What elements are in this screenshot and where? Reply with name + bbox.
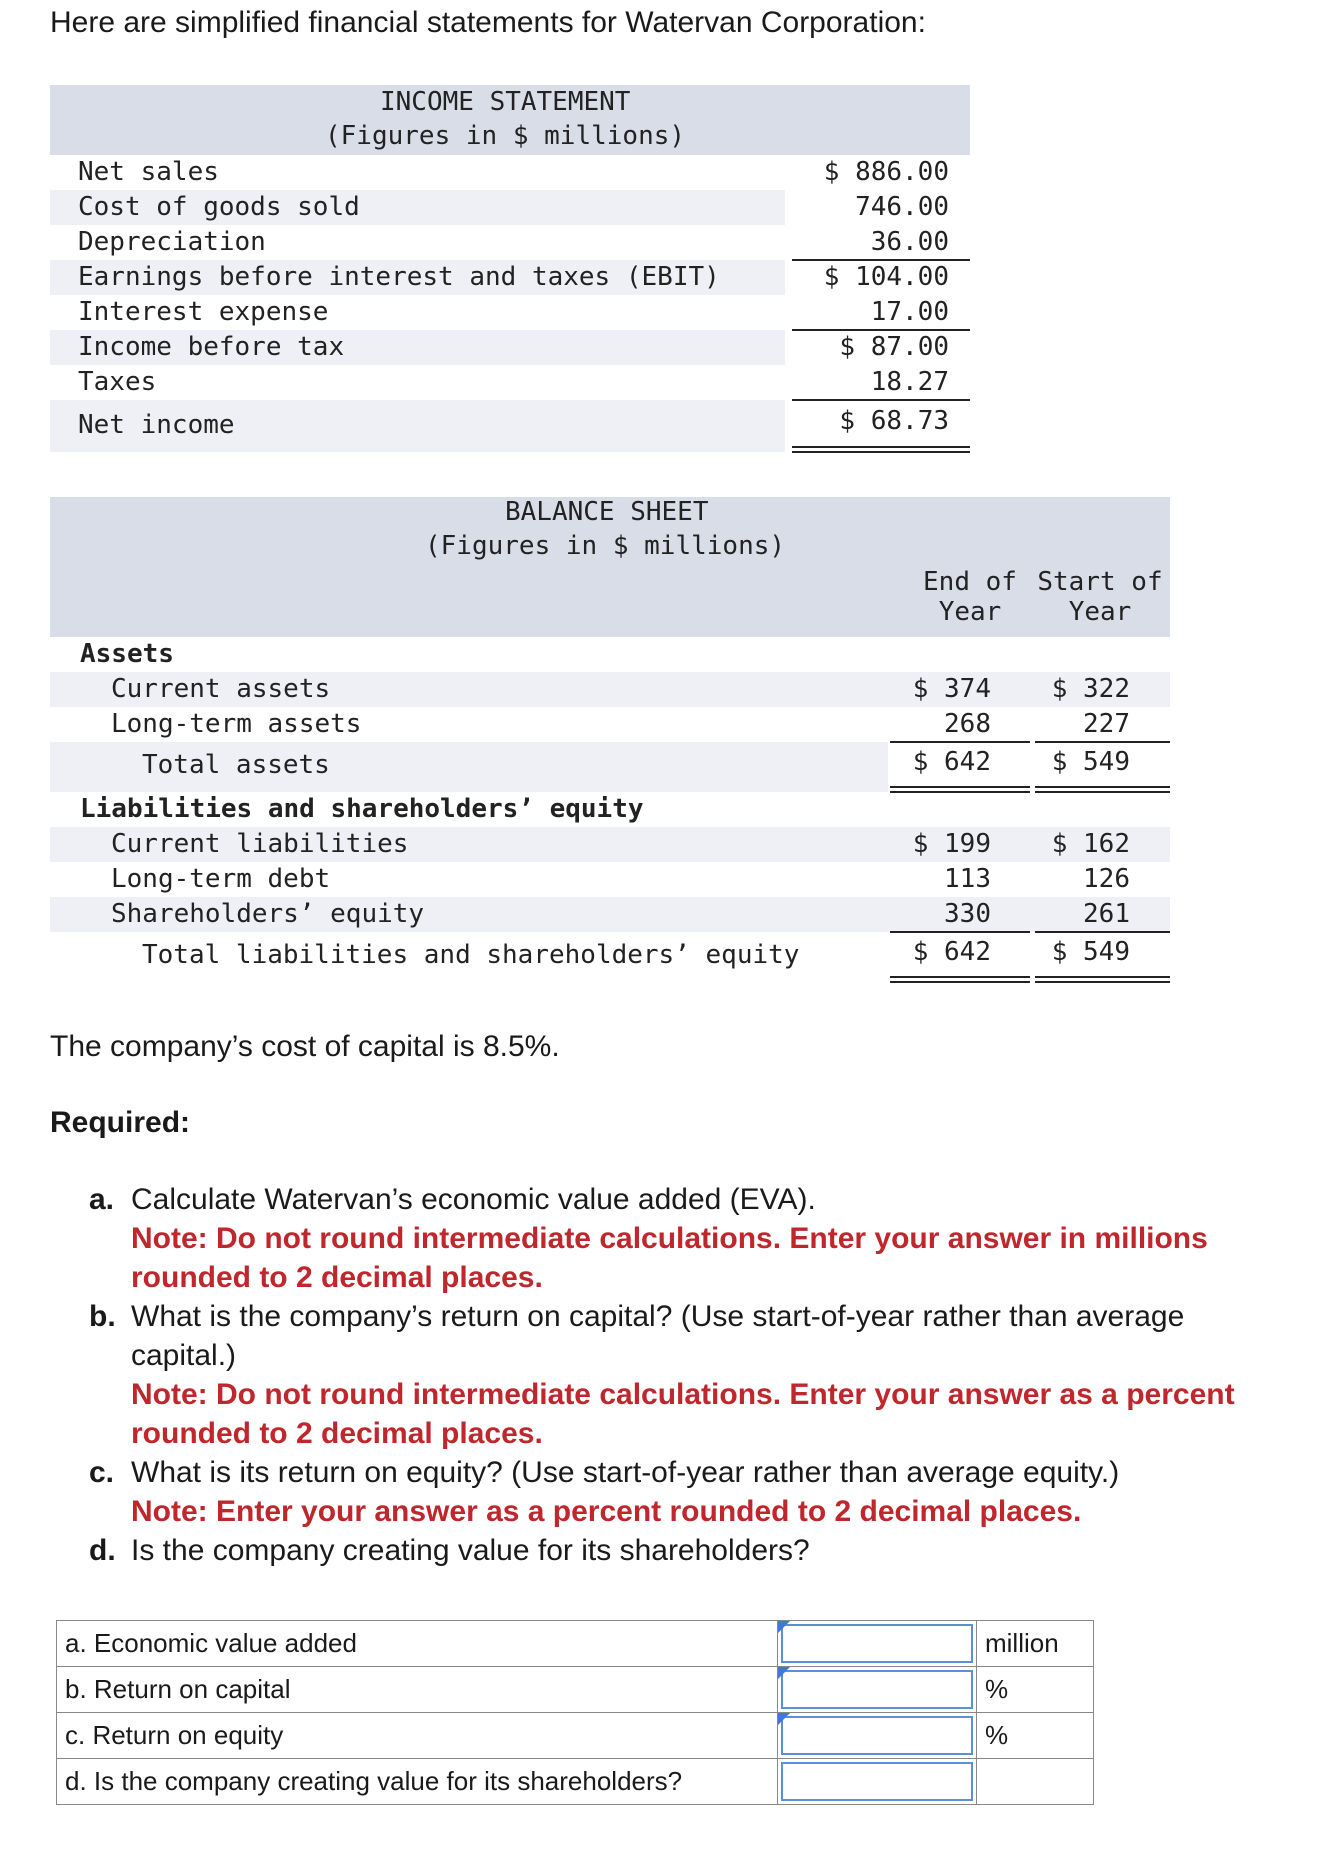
return-on-capital-input[interactable] [781, 1670, 973, 1709]
question-letter: c. [89, 1456, 115, 1489]
is-row-ebit [50, 260, 970, 295]
answer-unit: million [977, 1621, 1094, 1667]
question-b-note-line1: Note: Do not round intermediate calculations. Enter your answer as a percent [131, 1378, 1235, 1411]
is-label: Depreciation [78, 227, 266, 257]
balance-sheet-subtitle: (Figures in $ millions) [425, 531, 786, 561]
bs-start-value: $ 322 [1051, 674, 1130, 704]
is-row-taxes [50, 365, 970, 400]
answer-table [56, 1620, 1094, 1805]
assets-heading-row [50, 637, 1170, 672]
answer-row-eva [57, 1621, 1094, 1667]
question-b-note-line2: rounded to 2 decimal places. [131, 1417, 543, 1450]
is-row-depreciation [50, 225, 970, 260]
answer-label: a. Economic value added [57, 1621, 778, 1667]
column-start-of-year [1025, 567, 1175, 627]
bs-end-value: 113 [944, 864, 991, 894]
question-text: Is the company creating value for its shareholders? [131, 1534, 810, 1567]
input-flag-icon [778, 1621, 790, 1633]
answer-unit: % [977, 1667, 1094, 1713]
input-flag-icon [778, 1667, 790, 1679]
is-value: 36.00 [870, 227, 949, 257]
is-value: $ 104.00 [823, 262, 949, 292]
is-label: Net sales [78, 157, 219, 187]
creating-value-select-cell [778, 1759, 977, 1805]
bs-start-value: $ 549 [1051, 747, 1130, 777]
liabilities-heading: Liabilities and shareholders’ equity [80, 794, 644, 824]
required-heading: Required: [50, 1106, 191, 1139]
question-text: What is its return on equity? (Use start-of-year rather than average equity.) [131, 1456, 1120, 1489]
balance-sheet [50, 497, 1170, 982]
double-rule-top [1035, 786, 1170, 788]
balance-sheet-title: BALANCE SHEET [505, 497, 709, 527]
bs-start-value: 261 [1083, 899, 1130, 929]
bs-end-value: 268 [944, 709, 991, 739]
question-a-note-line1: Note: Do not round intermediate calculations. Enter your answer in millions [131, 1222, 1208, 1255]
question-b-text-line2: capital.) [131, 1339, 237, 1372]
is-label: Earnings before interest and taxes (EBIT) [78, 262, 720, 292]
is-value: 17.00 [870, 297, 949, 327]
question-letter: d. [89, 1534, 116, 1567]
column-header-line: Start of [1037, 567, 1163, 597]
eva-input[interactable] [781, 1624, 973, 1663]
bs-row-total-assets [50, 742, 1170, 792]
bs-start-value: 227 [1083, 709, 1130, 739]
liabilities-heading-row [50, 792, 1170, 827]
bs-row-long-term-assets [50, 707, 1170, 742]
bs-label: Total assets [142, 750, 330, 780]
is-label: Interest expense [78, 297, 329, 327]
is-label: Net income [78, 410, 235, 440]
is-value: $ 87.00 [839, 332, 949, 362]
answer-unit-empty [977, 1759, 1094, 1805]
answer-label: c. Return on equity [57, 1713, 778, 1759]
double-rule-bottom [890, 981, 1030, 983]
double-rule-top [890, 786, 1030, 788]
bs-label: Total liabilities and shareholders’ equity [142, 940, 800, 970]
roc-input-cell [778, 1667, 977, 1713]
question-d [89, 1531, 810, 1570]
column-header-line: Year [1068, 597, 1132, 627]
bs-start-value: 126 [1083, 864, 1130, 894]
roe-input-cell [778, 1713, 977, 1759]
is-row-cogs [50, 190, 970, 225]
question-a [89, 1180, 816, 1219]
double-rule-top [792, 446, 970, 448]
bs-end-value: 330 [944, 899, 991, 929]
is-row-net-income [50, 400, 970, 452]
column-header-line: Year [938, 597, 1002, 627]
question-letter: a. [89, 1183, 115, 1216]
answer-label: d. Is the company creating value for its shareholders? [57, 1759, 778, 1805]
is-row-interest [50, 295, 970, 330]
answer-row-return-on-equity [57, 1713, 1094, 1759]
double-rule-top [890, 976, 1030, 978]
cost-of-capital-text: The company’s cost of capital is 8.5%. [50, 1030, 560, 1063]
bs-label: Current liabilities [111, 829, 409, 859]
double-rule-top [1035, 976, 1170, 978]
answer-row-creating-value [57, 1759, 1094, 1805]
question-text: What is the company’s return on capital? (Use start-of-year rather than average [131, 1300, 1185, 1333]
bs-start-value: $ 549 [1051, 937, 1130, 967]
bs-end-value: $ 199 [912, 829, 991, 859]
input-flag-icon [778, 1713, 790, 1725]
bs-label: Long-term debt [111, 864, 331, 894]
bs-row-current-liabilities [50, 827, 1170, 862]
answer-row-return-on-capital [57, 1667, 1094, 1713]
income-statement [50, 85, 970, 452]
income-statement-header [50, 85, 970, 155]
assets-heading: Assets [80, 639, 174, 669]
answer-unit: % [977, 1713, 1094, 1759]
question-text: Calculate Watervan’s economic value added (EVA). [131, 1183, 816, 1216]
bs-row-total-liabilities [50, 932, 1170, 982]
bs-label: Current assets [111, 674, 331, 704]
question-b [89, 1297, 1185, 1336]
is-label: Taxes [78, 367, 157, 397]
bs-end-value: $ 374 [912, 674, 991, 704]
question-c [89, 1453, 1120, 1492]
is-label: Income before tax [78, 332, 345, 362]
bs-start-value: $ 162 [1051, 829, 1130, 859]
is-label: Cost of goods sold [78, 192, 360, 222]
double-rule-bottom [1035, 981, 1170, 983]
is-row-net-sales [50, 155, 970, 190]
eva-input-cell [778, 1621, 977, 1667]
is-value: 18.27 [870, 367, 949, 397]
is-value: $ 68.73 [839, 406, 949, 436]
is-value: 746.00 [855, 192, 949, 222]
bs-end-value: $ 642 [912, 747, 991, 777]
bs-row-current-assets [50, 672, 1170, 707]
bs-row-long-term-debt [50, 862, 1170, 897]
is-value: $ 886.00 [823, 157, 949, 187]
balance-sheet-header [50, 497, 1170, 637]
return-on-equity-input[interactable] [781, 1716, 973, 1755]
column-end-of-year [905, 567, 1035, 627]
bs-label: Shareholders’ equity [111, 899, 425, 929]
column-header-line: End of [923, 567, 1017, 597]
is-row-income-before-tax [50, 330, 970, 365]
bs-end-value: $ 642 [912, 937, 991, 967]
bs-label: Long-term assets [111, 709, 362, 739]
income-statement-subtitle: (Figures in $ millions) [325, 121, 686, 151]
bs-row-shareholders-equity [50, 897, 1170, 932]
intro-text: Here are simplified financial statements for Watervan Corporation: [50, 6, 926, 39]
answer-label: b. Return on capital [57, 1667, 778, 1713]
question-c-note: Note: Enter your answer as a percent rounded to 2 decimal places. [131, 1495, 1082, 1528]
question-a-note-line2: rounded to 2 decimal places. [131, 1261, 543, 1294]
question-letter: b. [89, 1300, 116, 1333]
income-statement-title: INCOME STATEMENT [380, 87, 631, 117]
double-rule-bottom [792, 451, 970, 453]
creating-value-select[interactable] [781, 1762, 973, 1801]
